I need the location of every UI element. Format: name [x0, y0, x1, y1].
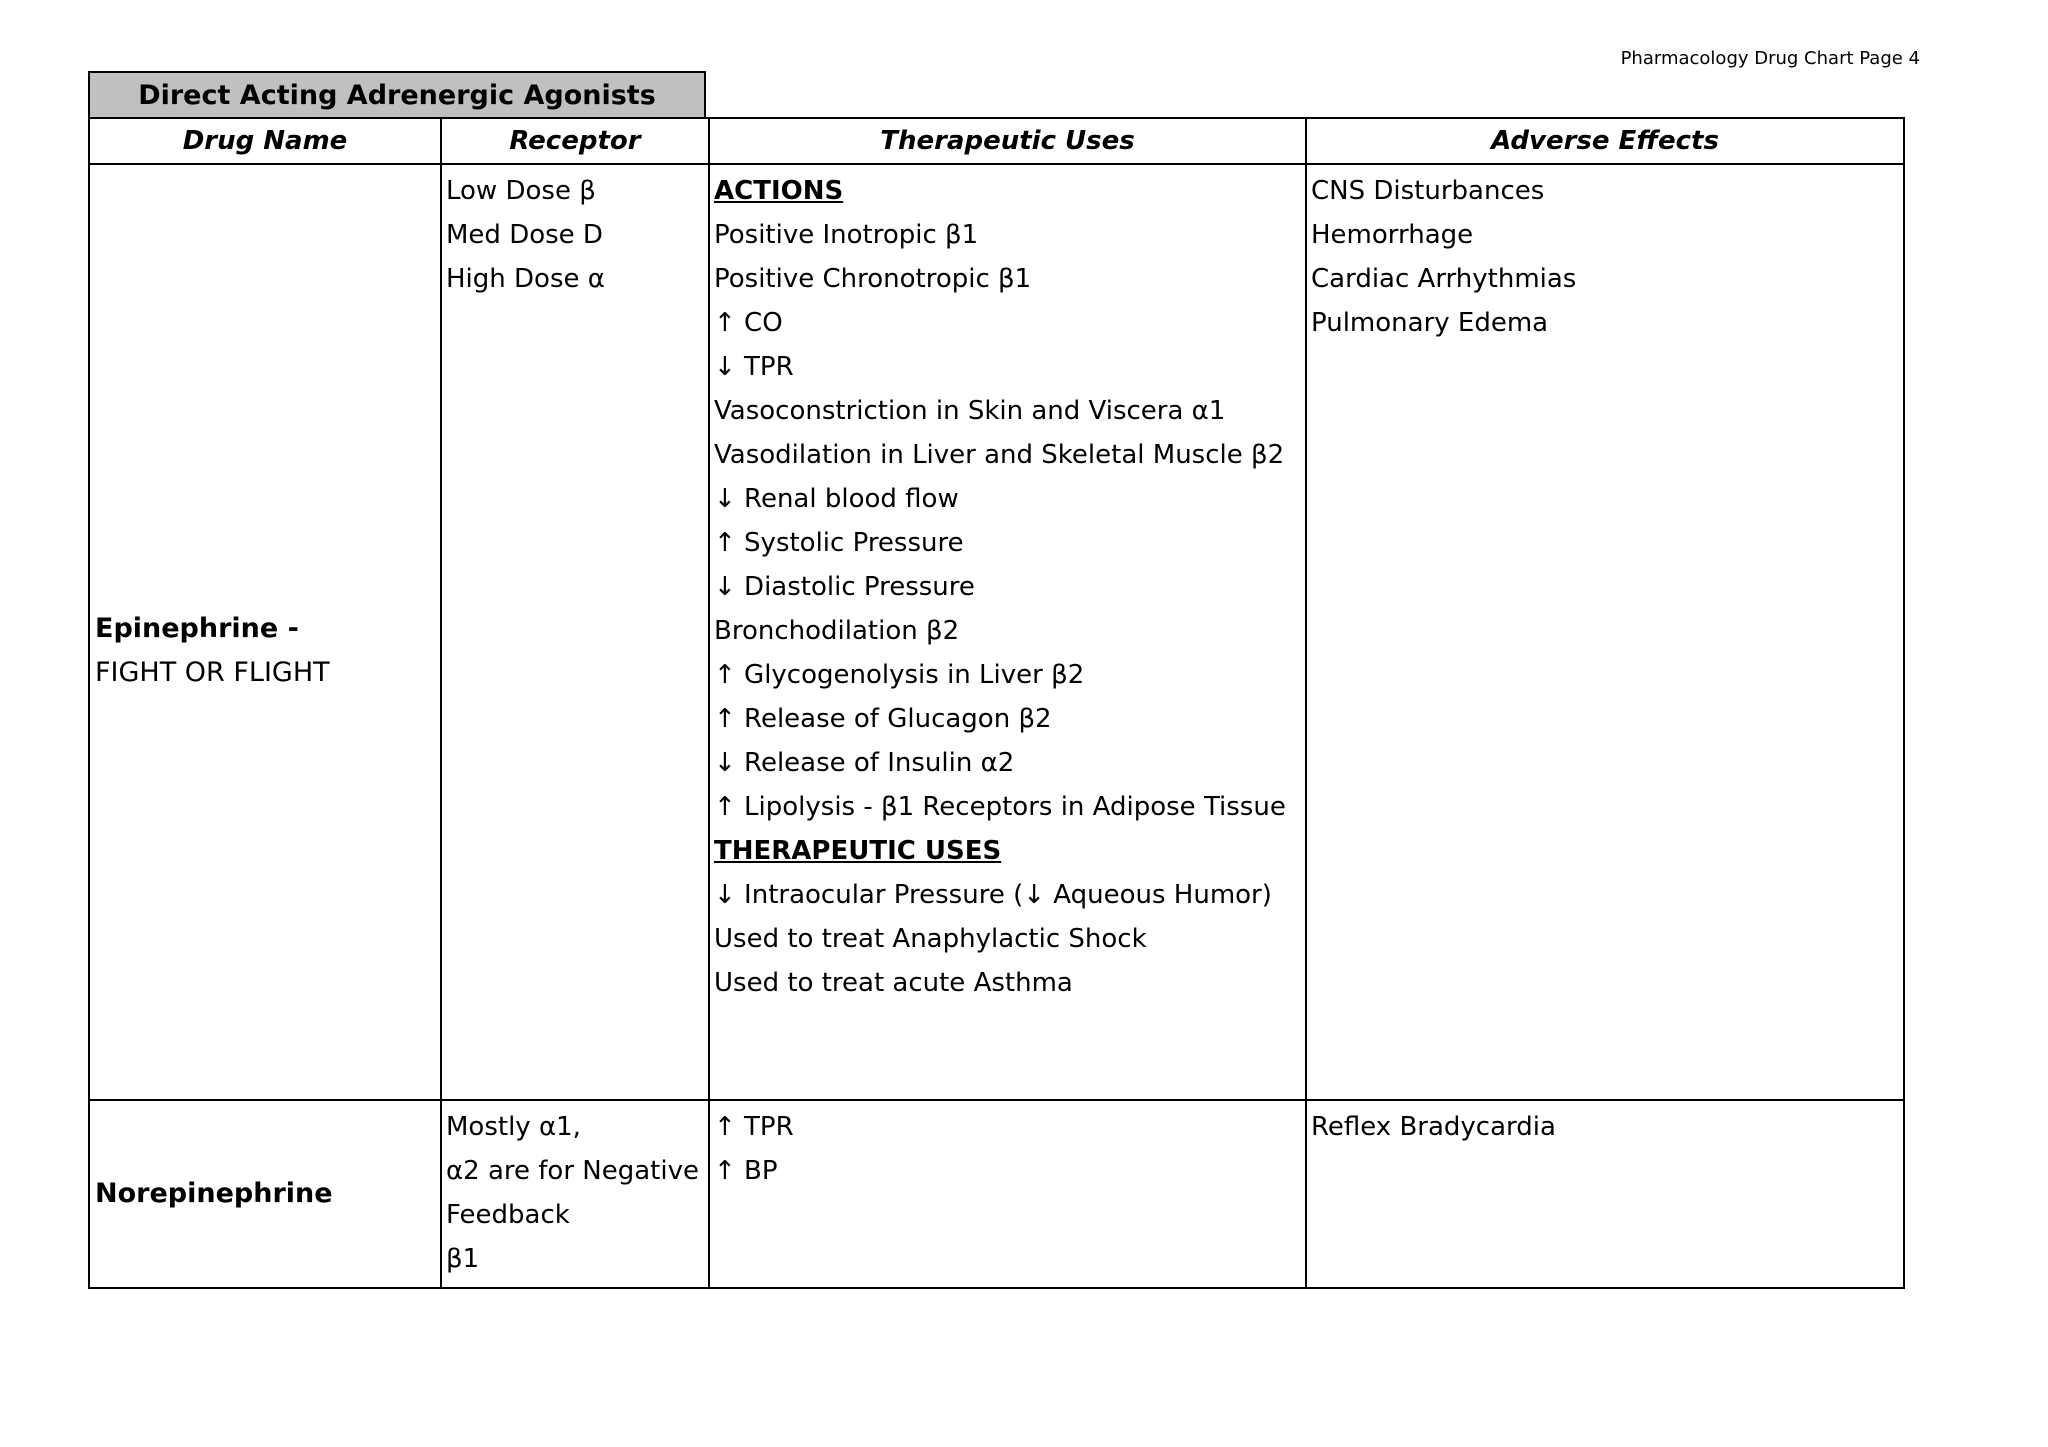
- list-item: Bronchodilation β2: [714, 616, 960, 646]
- therapeutic-uses-cell: [709, 1100, 1306, 1288]
- list-item: ↓ Renal blood flow: [714, 484, 959, 514]
- receptor-cell: [441, 1100, 709, 1288]
- receptor-list: [442, 1101, 708, 1281]
- adverse-effects-list: [1307, 1101, 1903, 1149]
- list-item: Reflex Bradycardia: [1311, 1112, 1556, 1142]
- list-item: Pulmonary Edema: [1311, 308, 1549, 338]
- list-item: ↓ Diastolic Pressure: [714, 572, 975, 602]
- list-item: Used to treat Anaphylactic Shock: [714, 924, 1147, 954]
- drug-name-cell: [89, 1100, 441, 1288]
- list-item: β1: [446, 1244, 480, 1274]
- list-item: ↑ CO: [714, 308, 783, 338]
- adverse-effects-cell: [1306, 1100, 1904, 1288]
- list-item: Mostly α1,: [446, 1112, 581, 1142]
- drug-name: Epinephrine -: [95, 613, 299, 644]
- list-item: ↑ TPR: [714, 1112, 794, 1142]
- page-header: Pharmacology Drug Chart Page 4: [1620, 48, 1920, 69]
- drug-subtitle: FIGHT OR FLIGHT: [95, 657, 330, 688]
- adverse-effects-list: [1307, 165, 1903, 345]
- table-row: [89, 1100, 1904, 1288]
- list-item: Cardiac Arrhythmias: [1311, 264, 1577, 294]
- therapeutic-uses-list: [710, 1101, 1305, 1193]
- drug-name: Norepinephrine: [95, 1178, 333, 1209]
- list-item: CNS Disturbances: [1311, 176, 1545, 206]
- list-item: Vasodilation in Liver and Skeletal Muscle β2: [714, 440, 1285, 470]
- receptor-cell: [441, 164, 709, 1100]
- drug-table: [88, 117, 1905, 1289]
- therapeutic-uses-list: [710, 165, 1305, 1005]
- column-header-adverse-effects: Adverse Effects: [1306, 118, 1904, 164]
- list-item: ↑ Systolic Pressure: [714, 528, 964, 558]
- column-header-drug-name: Drug Name: [89, 118, 441, 164]
- adverse-effects-cell: [1306, 164, 1904, 1100]
- column-header-therapeutic-uses: Therapeutic Uses: [709, 118, 1306, 164]
- list-item: Positive Chronotropic β1: [714, 264, 1032, 294]
- list-item: ↓ Release of Insulin α2: [714, 748, 1015, 778]
- list-item: Used to treat acute Asthma: [714, 968, 1073, 998]
- column-header-receptor: Receptor: [441, 118, 709, 164]
- list-item: ↑ Release of Glucagon β2: [714, 704, 1052, 734]
- table-row: [89, 164, 1904, 1100]
- list-item: Positive Inotropic β1: [714, 220, 979, 250]
- list-item: ↑ Lipolysis - β1 Receptors in Adipose Tissue: [714, 792, 1286, 822]
- list-item: High Dose α: [446, 264, 605, 294]
- section-heading: THERAPEUTIC USES: [714, 836, 1002, 866]
- receptor-list: [442, 165, 708, 301]
- header-row: [89, 118, 1904, 164]
- list-item: Vasoconstriction in Skin and Viscera α1: [714, 396, 1226, 426]
- therapeutic-uses-cell: [709, 164, 1306, 1100]
- list-item: α2 are for Negative: [446, 1156, 699, 1186]
- list-item: ↑ BP: [714, 1156, 778, 1186]
- drug-name-cell: [89, 164, 441, 1100]
- list-item: ↓ Intraocular Pressure (↓ Aqueous Humor): [714, 880, 1272, 910]
- list-item: Low Dose β: [446, 176, 596, 206]
- section-heading: ACTIONS: [714, 176, 844, 206]
- list-item: ↓ TPR: [714, 352, 794, 382]
- section-title: Direct Acting Adrenergic Agonists: [88, 71, 706, 117]
- list-item: Feedback: [446, 1200, 570, 1230]
- list-item: Med Dose D: [446, 220, 603, 250]
- list-item: Hemorrhage: [1311, 220, 1474, 250]
- list-item: ↑ Glycogenolysis in Liver β2: [714, 660, 1085, 690]
